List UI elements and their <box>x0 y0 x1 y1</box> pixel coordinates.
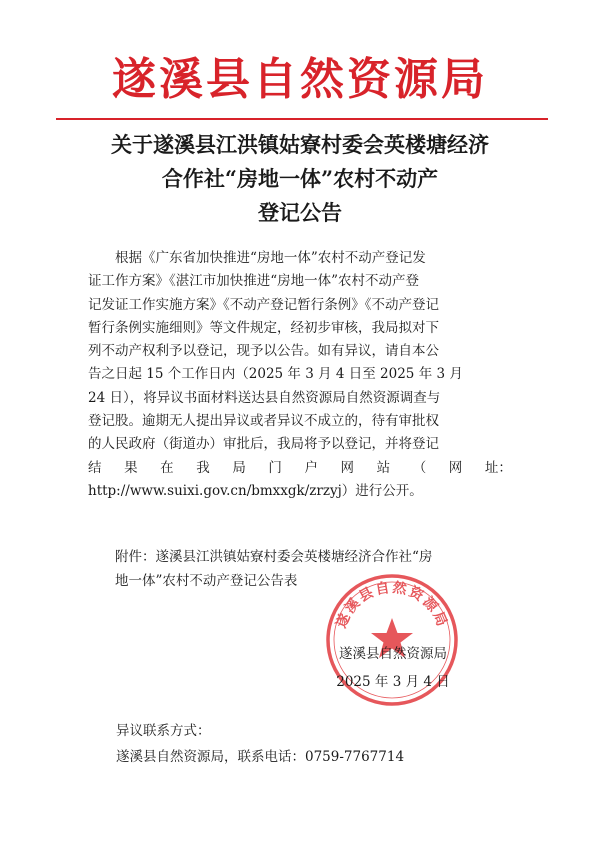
justified-word: 站 <box>376 459 391 476</box>
contact-detail: 遂溪县自然资源局，联系电话：0759-7767714 <box>116 749 405 765</box>
justified-word: 户 <box>304 459 318 476</box>
website-url-line[interactable]: http://www.suixi.gov.cn/bmxxgk/zrzyj）进行公开。 <box>88 482 423 499</box>
body-line: 列不动产权利予以登记，现予以公告。如有异议，请自本公 <box>88 343 439 360</box>
body-line: 暂行条例实施细则》等文件规定，经初步审核，我局拟对下 <box>88 319 439 336</box>
justified-word: 址： <box>484 459 512 476</box>
attachment-line: 附件：遂溪县江洪镇姑寮村委会英楼塘经济合作社“房 <box>115 549 433 565</box>
red-divider-line <box>56 118 548 120</box>
justified-word: 果 <box>124 459 138 476</box>
body-line-justified <box>88 457 512 480</box>
justified-word: 在 <box>160 459 174 476</box>
body-line: 的人民政府（街道办）审批后，我局将予以登记，并将登记 <box>88 436 439 453</box>
seal-text: 遂溪县自然资源局 <box>333 579 451 631</box>
agency-header: 遂溪县自然资源局 <box>112 54 488 105</box>
title-line-3: 登记公告 <box>258 200 342 225</box>
body-line: 证工作方案》《湛江市加快推进“房地一体”农村不动产登 <box>88 273 420 290</box>
justified-word: （ <box>412 459 427 476</box>
justified-word: 我 <box>196 459 210 476</box>
body-line: 告之日起 15 个工作日内（2025 年 3 月 4 日至 2025 年 3 月 <box>88 366 463 383</box>
notice-body <box>88 247 512 503</box>
body-line: 24 日），将异议书面材料送达县自然资源局自然资源调查与 <box>88 389 441 406</box>
body-line: 记发证工作实施方案》《不动产登记暂行条例》《不动产登记 <box>88 296 439 313</box>
justified-word: 网 <box>340 459 355 476</box>
title-line-1: 关于遂溪县江洪镇姑寮村委会英楼塘经济 <box>111 132 489 157</box>
title-line-2: 合作社“房地一体”农村不动产 <box>161 166 439 191</box>
signature-agency: 遂溪县自然资源局 <box>339 646 447 662</box>
signature-block <box>318 640 468 696</box>
contact-info <box>116 718 516 770</box>
contact-label: 异议联系方式： <box>116 723 211 739</box>
justified-word: 结 <box>88 459 102 476</box>
document-title <box>60 128 540 230</box>
attachment-line: 地一体”农村不动产登记公告表 <box>115 573 298 589</box>
justified-word: 局 <box>232 459 246 476</box>
body-line: 根据《广东省加快推进“房地一体”农村不动产登记发 <box>115 250 426 266</box>
justified-word: 网 <box>448 459 463 476</box>
justified-word: 门 <box>268 459 282 476</box>
body-line: 登记股。逾期无人提出异议或者异议不成立的，待有审批权 <box>88 413 439 430</box>
signature-date: 2025 年 3 月 4 日 <box>336 674 450 690</box>
